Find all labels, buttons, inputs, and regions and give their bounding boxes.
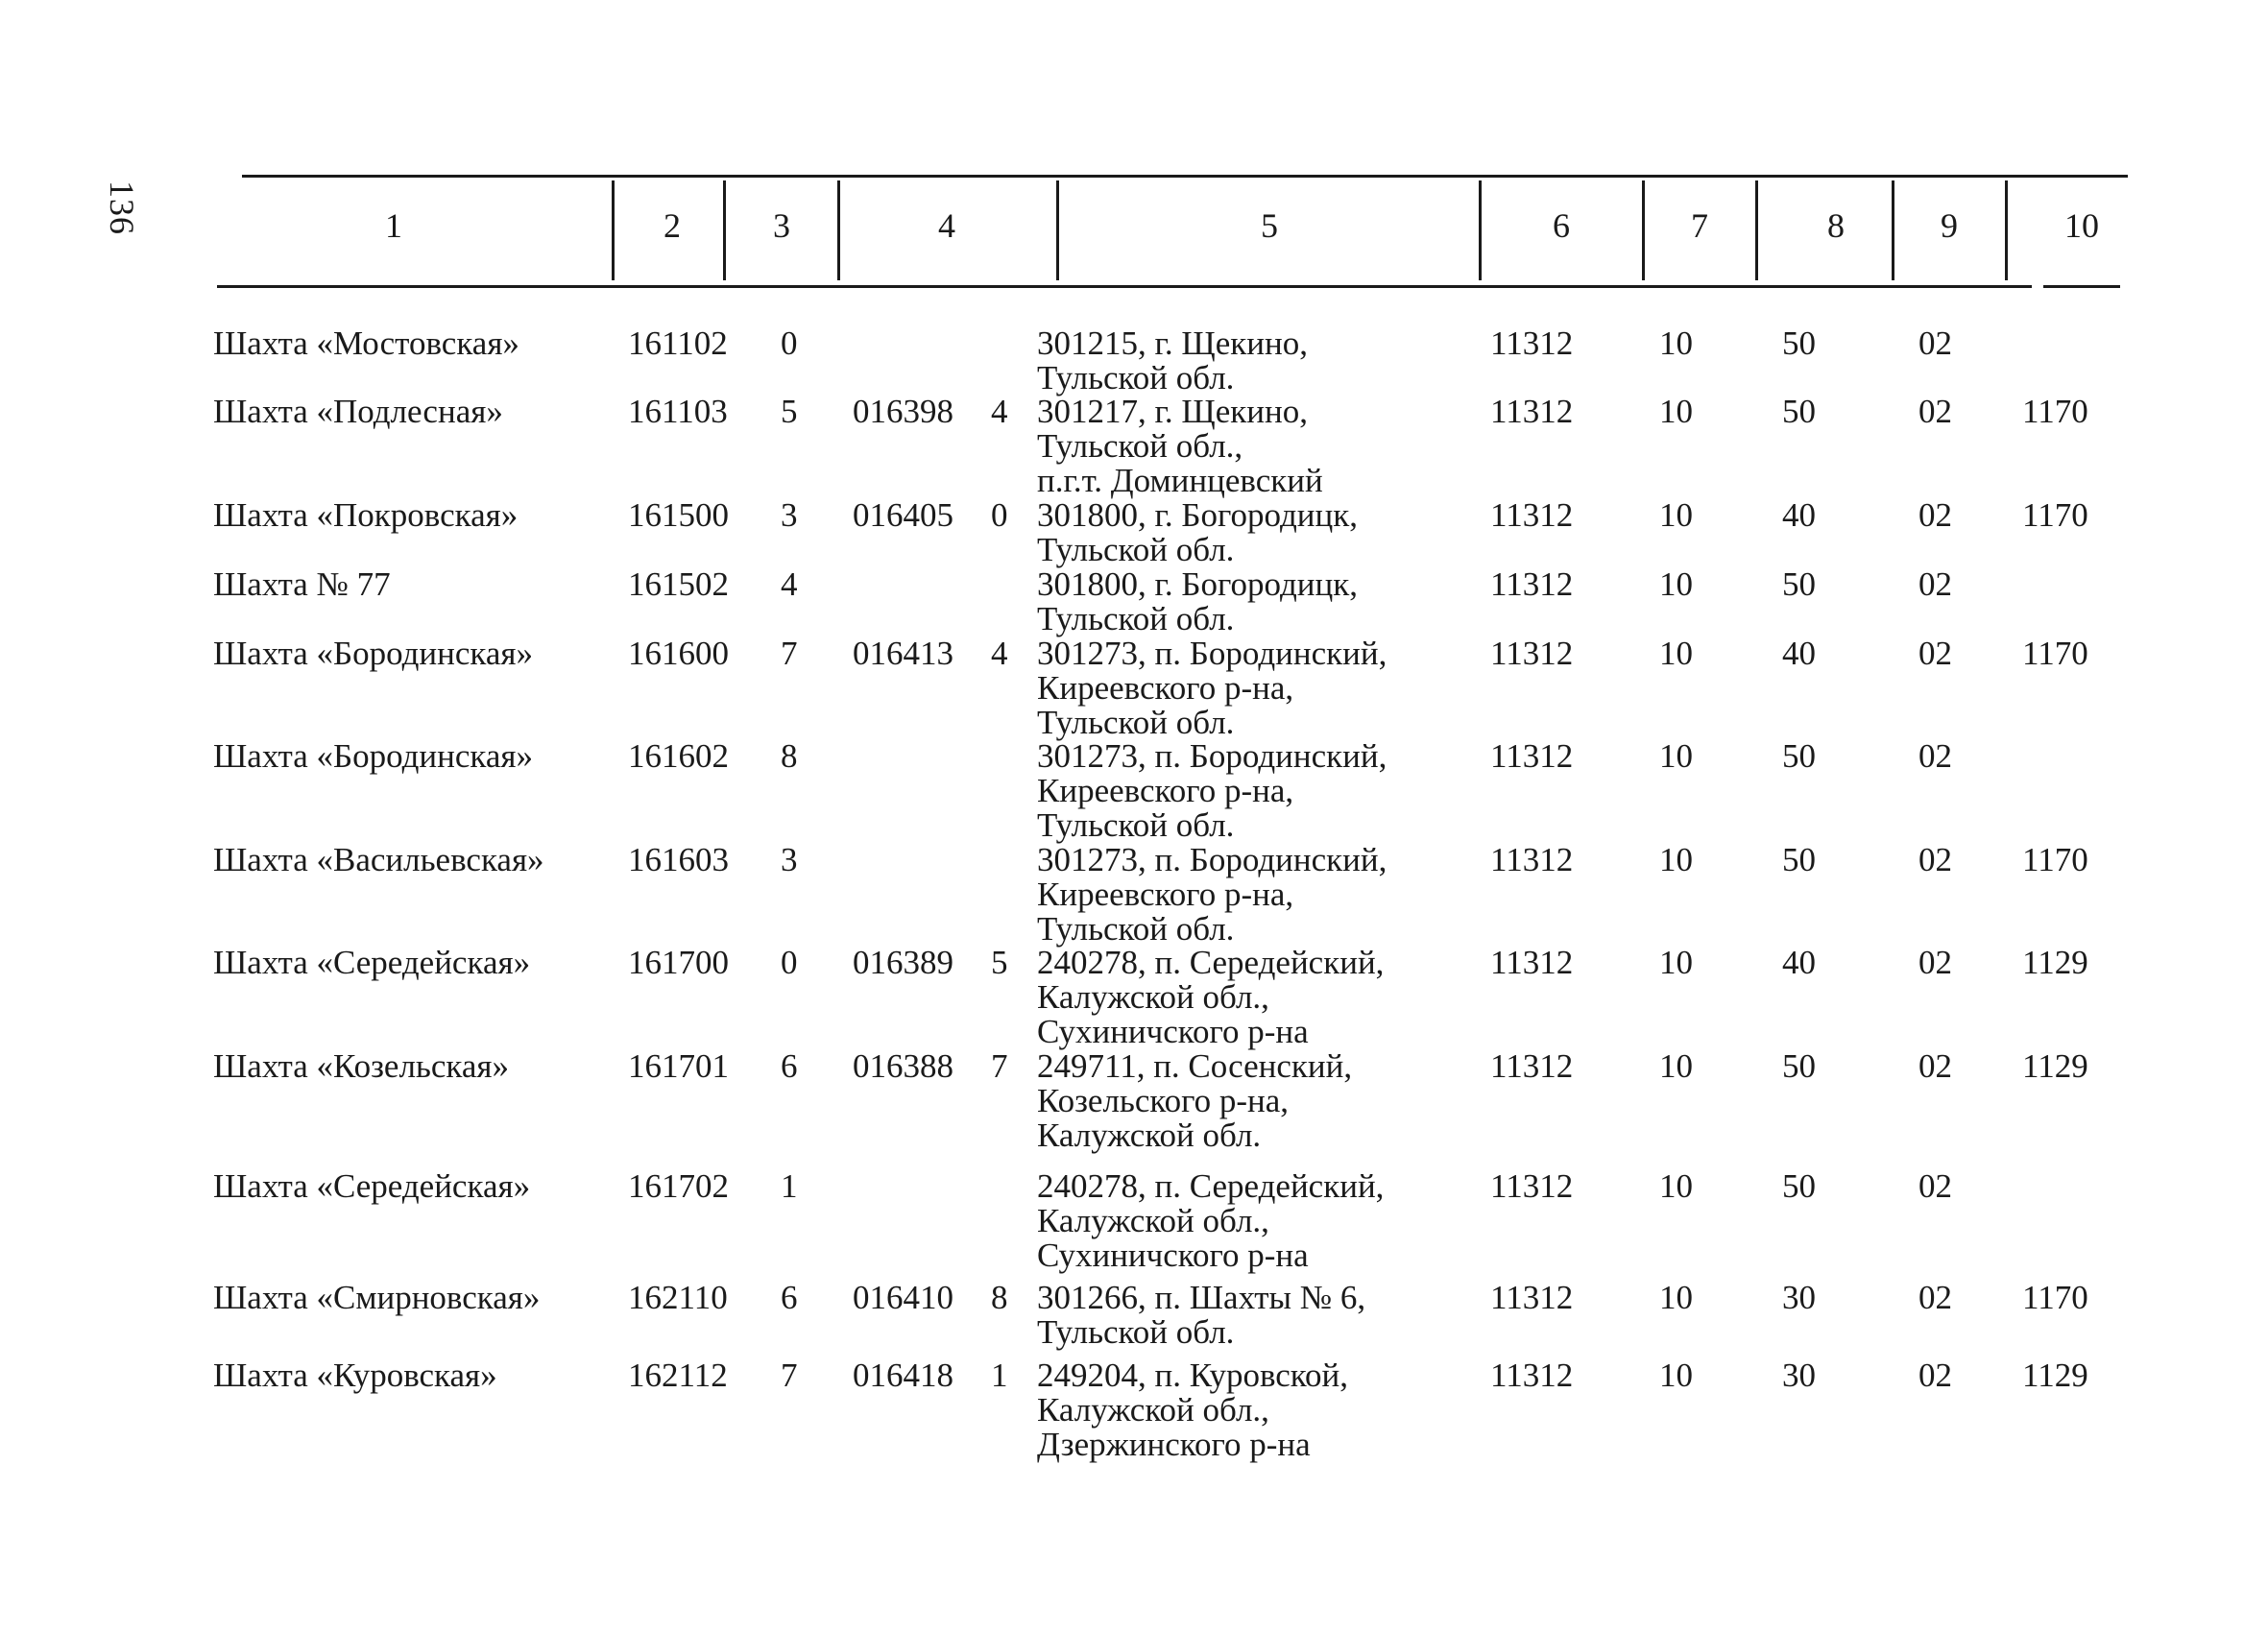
header-col-1: 1 (385, 206, 402, 245)
col9-cell: 02 (1918, 635, 1952, 672)
mine-name: Шахта № 77 (213, 565, 391, 603)
header-separator (723, 180, 726, 280)
col7-cell: 10 (1659, 841, 1693, 878)
address-cell (1037, 1169, 1384, 1273)
address-line: Тульской обл. (1037, 704, 1235, 741)
address-cell (1037, 1281, 1365, 1350)
header-col-2: 2 (664, 206, 681, 245)
header-col-8: 8 (1827, 206, 1845, 245)
col6-cell: 11312 (1490, 841, 1574, 878)
check-digit-cell: 5 (781, 393, 798, 430)
col8-cell: 50 (1782, 393, 1816, 430)
col9-cell: 02 (1918, 1357, 1952, 1394)
mine-name: Шахта «Васильевская» (213, 841, 544, 878)
col9-cell: 02 (1918, 565, 1952, 603)
address-cell (1037, 567, 1358, 636)
header-separator (612, 180, 615, 280)
address-line: Сухиничского р-на (1037, 1013, 1309, 1050)
col7-cell: 10 (1659, 393, 1693, 430)
col7-cell: 10 (1659, 1167, 1693, 1205)
col8-cell: 50 (1782, 565, 1816, 603)
mine-name: Шахта «Бородинская» (213, 635, 533, 672)
col7-cell: 10 (1659, 635, 1693, 672)
header-bottom-rule (217, 285, 2032, 288)
mine-name: Шахта «Середейская» (213, 1167, 531, 1205)
address-line: 301217, г. Щекино, (1037, 393, 1308, 430)
address-cell (1037, 498, 1358, 567)
okpo-cell: 016418 (853, 1357, 953, 1394)
address-line: 301273, п. Бородинский, (1037, 737, 1387, 775)
address-line: 301273, п. Бородинский, (1037, 635, 1387, 672)
col9-cell: 02 (1918, 944, 1952, 981)
col9-cell: 02 (1918, 1167, 1952, 1205)
col6-cell: 11312 (1490, 565, 1574, 603)
address-line: 240278, п. Середейский, (1037, 944, 1385, 981)
address-line: 301215, г. Щекино, (1037, 324, 1308, 362)
col6-cell: 11312 (1490, 635, 1574, 672)
col7-cell: 10 (1659, 565, 1693, 603)
header-col-4: 4 (938, 206, 955, 245)
col6-cell: 11312 (1490, 393, 1574, 430)
col8-cell: 50 (1782, 1047, 1816, 1085)
address-line: Тульской обл. (1037, 531, 1235, 568)
col9-cell: 02 (1918, 496, 1952, 534)
col9-cell: 02 (1918, 737, 1952, 775)
col6-cell: 11312 (1490, 944, 1574, 981)
col8-cell: 30 (1782, 1357, 1816, 1394)
address-line: Тульской обл. (1037, 910, 1235, 948)
address-line: Тульской обл. (1037, 1313, 1235, 1351)
okpo-check-cell: 4 (991, 635, 1008, 672)
col6-cell: 11312 (1490, 1357, 1574, 1394)
address-line: Киреевского р-на, (1037, 669, 1294, 707)
okpo-check-cell: 7 (991, 1047, 1008, 1085)
okpo-check-cell: 1 (991, 1357, 1008, 1394)
okpo-check-cell: 8 (991, 1279, 1008, 1316)
col8-cell: 30 (1782, 1279, 1816, 1316)
code-cell: 161500 (628, 496, 729, 534)
col10-cell: 1170 (2022, 393, 2088, 430)
header-separator (837, 180, 840, 280)
address-line: Сухиничского р-на (1037, 1237, 1309, 1274)
col9-cell: 02 (1918, 393, 1952, 430)
okpo-check-cell: 0 (991, 496, 1008, 534)
header-col-5: 5 (1261, 206, 1278, 245)
okpo-cell: 016410 (853, 1279, 953, 1316)
address-line: 249711, п. Сосенский, (1037, 1047, 1353, 1085)
address-line: Дзержинского р-на (1037, 1426, 1311, 1463)
col10-cell: 1170 (2022, 841, 2088, 878)
code-cell: 161702 (628, 1167, 729, 1205)
address-cell (1037, 1049, 1352, 1153)
col10-cell: 1129 (2022, 944, 2088, 981)
header-bottom-rule-end (2043, 285, 2120, 288)
col9-cell: 02 (1918, 841, 1952, 878)
address-line: 240278, п. Середейский, (1037, 1167, 1385, 1205)
okpo-cell: 016405 (853, 496, 953, 534)
okpo-cell: 016389 (853, 944, 953, 981)
col9-cell: 02 (1918, 1279, 1952, 1316)
header-col-10: 10 (2064, 206, 2099, 245)
col7-cell: 10 (1659, 496, 1693, 534)
check-digit-cell: 6 (781, 1279, 798, 1316)
header-top-rule (242, 175, 2128, 178)
check-digit-cell: 3 (781, 841, 798, 878)
mine-name: Шахта «Куровская» (213, 1357, 497, 1394)
col7-cell: 10 (1659, 944, 1693, 981)
okpo-check-cell: 5 (991, 944, 1008, 981)
check-digit-cell: 7 (781, 1357, 798, 1394)
code-cell: 162110 (628, 1279, 728, 1316)
address-line: Калужской обл. (1037, 1117, 1262, 1154)
okpo-cell: 016413 (853, 635, 953, 672)
header-separator (2005, 180, 2008, 280)
address-line: 301266, п. Шахты № 6, (1037, 1279, 1366, 1316)
check-digit-cell: 0 (781, 324, 798, 362)
address-cell (1037, 395, 1323, 498)
check-digit-cell: 7 (781, 635, 798, 672)
check-digit-cell: 4 (781, 565, 798, 603)
col6-cell: 11312 (1490, 1167, 1574, 1205)
col8-cell: 50 (1782, 1167, 1816, 1205)
mine-name: Шахта «Покровская» (213, 496, 519, 534)
col8-cell: 50 (1782, 324, 1816, 362)
col8-cell: 40 (1782, 944, 1816, 981)
code-cell: 161700 (628, 944, 729, 981)
address-line: п.г.т. Доминцевский (1037, 462, 1323, 499)
header-col-3: 3 (773, 206, 790, 245)
header-col-7: 7 (1691, 206, 1708, 245)
col8-cell: 50 (1782, 841, 1816, 878)
address-cell (1037, 843, 1387, 947)
mine-name: Шахта «Смирновская» (213, 1279, 541, 1316)
code-cell: 161102 (628, 324, 728, 362)
address-line: Тульской обл., (1037, 427, 1243, 465)
address-line: Калужской обл., (1037, 978, 1269, 1016)
mine-name: Шахта «Подлесная» (213, 393, 503, 430)
col6-cell: 11312 (1490, 1047, 1574, 1085)
address-line: Тульской обл. (1037, 359, 1235, 396)
code-cell: 161502 (628, 565, 729, 603)
header-separator (1479, 180, 1482, 280)
code-cell: 161602 (628, 737, 729, 775)
header-separator (1642, 180, 1645, 280)
address-cell (1037, 636, 1387, 740)
col7-cell: 10 (1659, 737, 1693, 775)
okpo-cell: 016398 (853, 393, 953, 430)
col9-cell: 02 (1918, 324, 1952, 362)
col8-cell: 50 (1782, 737, 1816, 775)
check-digit-cell: 6 (781, 1047, 798, 1085)
address-cell (1037, 1358, 1348, 1462)
col6-cell: 11312 (1490, 737, 1574, 775)
col7-cell: 10 (1659, 1047, 1693, 1085)
address-line: 301273, п. Бородинский, (1037, 841, 1387, 878)
check-digit-cell: 8 (781, 737, 798, 775)
col8-cell: 40 (1782, 496, 1816, 534)
address-line: Калужской обл., (1037, 1202, 1269, 1239)
address-line: Тульской обл. (1037, 806, 1235, 844)
col10-cell: 1170 (2022, 1279, 2088, 1316)
mine-name: Шахта «Бородинская» (213, 737, 533, 775)
col10-cell: 1129 (2022, 1357, 2088, 1394)
code-cell: 161600 (628, 635, 729, 672)
code-cell: 161103 (628, 393, 728, 430)
header-separator (1892, 180, 1894, 280)
mine-name: Шахта «Козельская» (213, 1047, 510, 1085)
col10-cell: 1129 (2022, 1047, 2088, 1085)
address-line: Киреевского р-на, (1037, 772, 1294, 809)
address-cell (1037, 946, 1384, 1049)
header-separator (1755, 180, 1758, 280)
code-cell: 161701 (628, 1047, 729, 1085)
header-col-9: 9 (1941, 206, 1958, 245)
header-col-6: 6 (1553, 206, 1570, 245)
mine-name: Шахта «Середейская» (213, 944, 531, 981)
check-digit-cell: 1 (781, 1167, 798, 1205)
address-line: 249204, п. Куровской, (1037, 1357, 1349, 1394)
address-line: Козельского р-на, (1037, 1082, 1290, 1119)
address-cell (1037, 739, 1387, 843)
address-line: 301800, г. Богородицк, (1037, 496, 1359, 534)
col7-cell: 10 (1659, 1357, 1693, 1394)
col10-cell: 1170 (2022, 496, 2088, 534)
header-separator (1056, 180, 1059, 280)
okpo-check-cell: 4 (991, 393, 1008, 430)
col6-cell: 11312 (1490, 1279, 1574, 1316)
code-cell: 162112 (628, 1357, 728, 1394)
col10-cell: 1170 (2022, 635, 2088, 672)
code-cell: 161603 (628, 841, 729, 878)
col9-cell: 02 (1918, 1047, 1952, 1085)
address-line: Киреевского р-на, (1037, 876, 1294, 913)
col7-cell: 10 (1659, 1279, 1693, 1316)
address-cell (1037, 326, 1308, 396)
col6-cell: 11312 (1490, 324, 1574, 362)
address-line: Калужской обл., (1037, 1391, 1269, 1429)
address-line: 301800, г. Богородицк, (1037, 565, 1359, 603)
col8-cell: 40 (1782, 635, 1816, 672)
mine-name: Шахта «Мостовская» (213, 324, 519, 362)
page-number: 136 (103, 180, 141, 235)
check-digit-cell: 3 (781, 496, 798, 534)
col6-cell: 11312 (1490, 496, 1574, 534)
okpo-cell: 016388 (853, 1047, 953, 1085)
col7-cell: 10 (1659, 324, 1693, 362)
check-digit-cell: 0 (781, 944, 798, 981)
address-line: Тульской обл. (1037, 600, 1235, 637)
